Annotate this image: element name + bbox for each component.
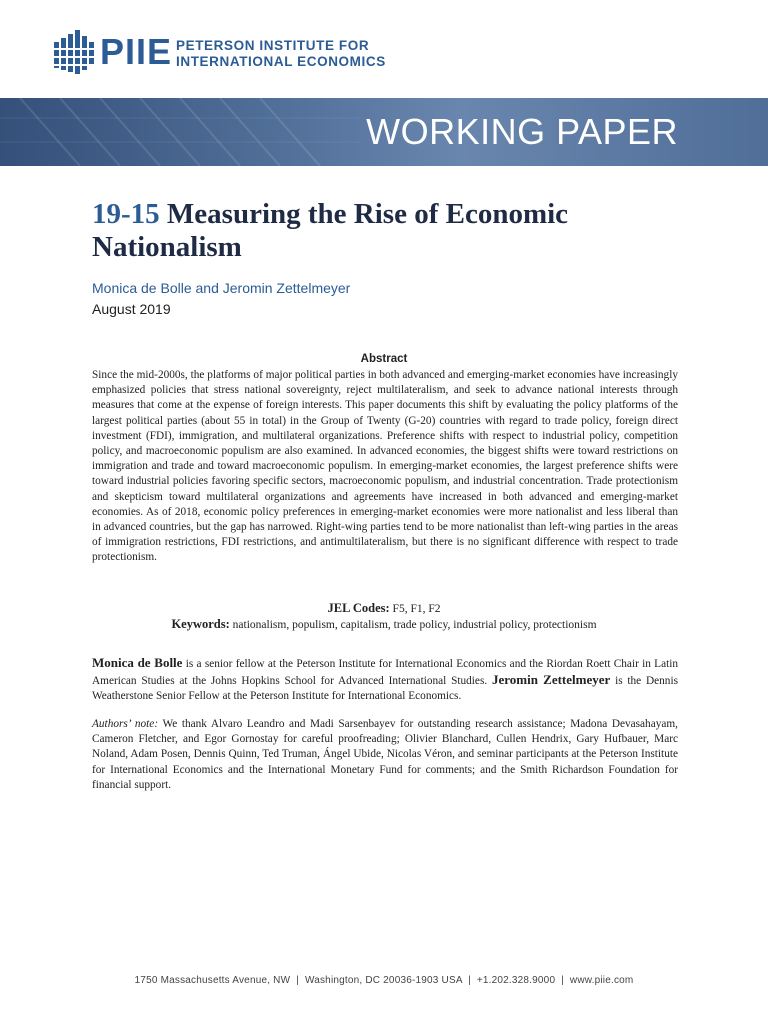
- paper-authors: Monica de Bolle and Jeromin Zettelmeyer: [92, 280, 351, 296]
- institute-name-line2: INTERNATIONAL ECONOMICS: [176, 54, 386, 69]
- bio-text-2: is the Dennis Weatherstone Senior Fellow at the Peterson Institute for International Economics.: [92, 675, 678, 703]
- piie-logo-icon: [54, 30, 94, 74]
- bio-name-2: Jeromin Zettelmeyer: [491, 672, 611, 688]
- page-footer: 1750 Massachusetts Avenue, NW | Washington, DC 20036-1903 USA | +1.202.328.9000 | www.piie.com: [134, 975, 634, 986]
- institute-name: [176, 38, 386, 70]
- abstract-heading: Abstract: [360, 353, 408, 365]
- working-paper-banner: [0, 98, 768, 166]
- authors-note: [92, 717, 678, 793]
- logo-wordmark: PIIE: [100, 31, 173, 72]
- note-text: We thank Alvaro Leandro and Madi Sarsenbayev for outstanding research assistance; Madona Devasahayam, Cameron Fletcher, and Egor Gornostay for careful proofreading; Olivier Blanchard, Cullen Hendrix, Gary Hufbauer, Marc Noland, Adam Posen, Dennis Quinn, Ted Truman, Ángel Ubide, Nicolas Véron, and seminar participants at the Peterson Institute for International Economics and the International Monetary Fund for comments; and the Smith Richardson Foundation for financial support.: [92, 718, 678, 791]
- jel-value: F5, F1, F2: [392, 603, 441, 615]
- paper-number: 19-15: [92, 198, 160, 230]
- title-line1: Measuring the Rise of Economic: [166, 198, 569, 230]
- keywords-label: Keywords:: [171, 617, 230, 631]
- abstract-text: Since the mid-2000s, the platforms of major political parties in both advanced and emerging-market economies have increasingly emphasized policies that stress national sovereignty, reject multilateralism, and seek to advance national interests through measures that come at the expense of foreign interests. This paper documents this shift by evaluating the policy platforms of the largest political parties (about 55 in total) in the Group of Twenty (G-20) countries with regard to trade policy, foreign direct investment (FDI), immigration, and multilateral organizations. Preference shifts with respect to industrial policy, competition policy, and macroeconomic populism are also examined. In advanced economies, the biggest shifts were toward restrictions on immigration and trade and toward macroeconomic populism. In emerging-market economies, the largest preference shifts were toward industrial policies favoring specific sectors, macroeconomic populism, and industrial concentration. Trade protectionism and skepticism toward multilateral organizations and agreements have increased in both advanced and emerging-market economies. As of 2018, economic policy preferences in emerging-market economies were more nationalist and less liberal than in advanced countries, but the gap has narrowed. Right-wing parties tend to be more nationalist than left-wing parties in the areas of immigration restrictions, FDI restrictions, and antimultilateralism, but there is no significant difference with respect to trade protectionism.: [92, 369, 678, 564]
- title-line2: Nationalism: [92, 231, 242, 263]
- author-bios: [92, 655, 678, 705]
- institute-name-line1: PETERSON INSTITUTE FOR: [176, 38, 370, 53]
- keywords: [0, 617, 768, 632]
- jel-label: JEL Codes:: [327, 601, 390, 615]
- keywords-value: nationalism, populism, capitalism, trade policy, industrial policy, protectionism: [232, 619, 597, 631]
- note-label: Authors’ note:: [92, 718, 159, 730]
- page-header: [0, 0, 768, 100]
- bio-text-1: is a senior fellow at the Peterson Institute for International Economics and the Riordan Roett Chair in Latin American Studies at the Johns Hopkins School for Advanced International Studies.: [92, 658, 679, 688]
- jel-codes: [0, 601, 768, 616]
- paper-title: [92, 198, 692, 264]
- paper-date: August 2019: [92, 301, 171, 317]
- banner-label: WORKING PAPER: [366, 111, 678, 152]
- bio-name-1: Monica de Bolle: [92, 655, 183, 670]
